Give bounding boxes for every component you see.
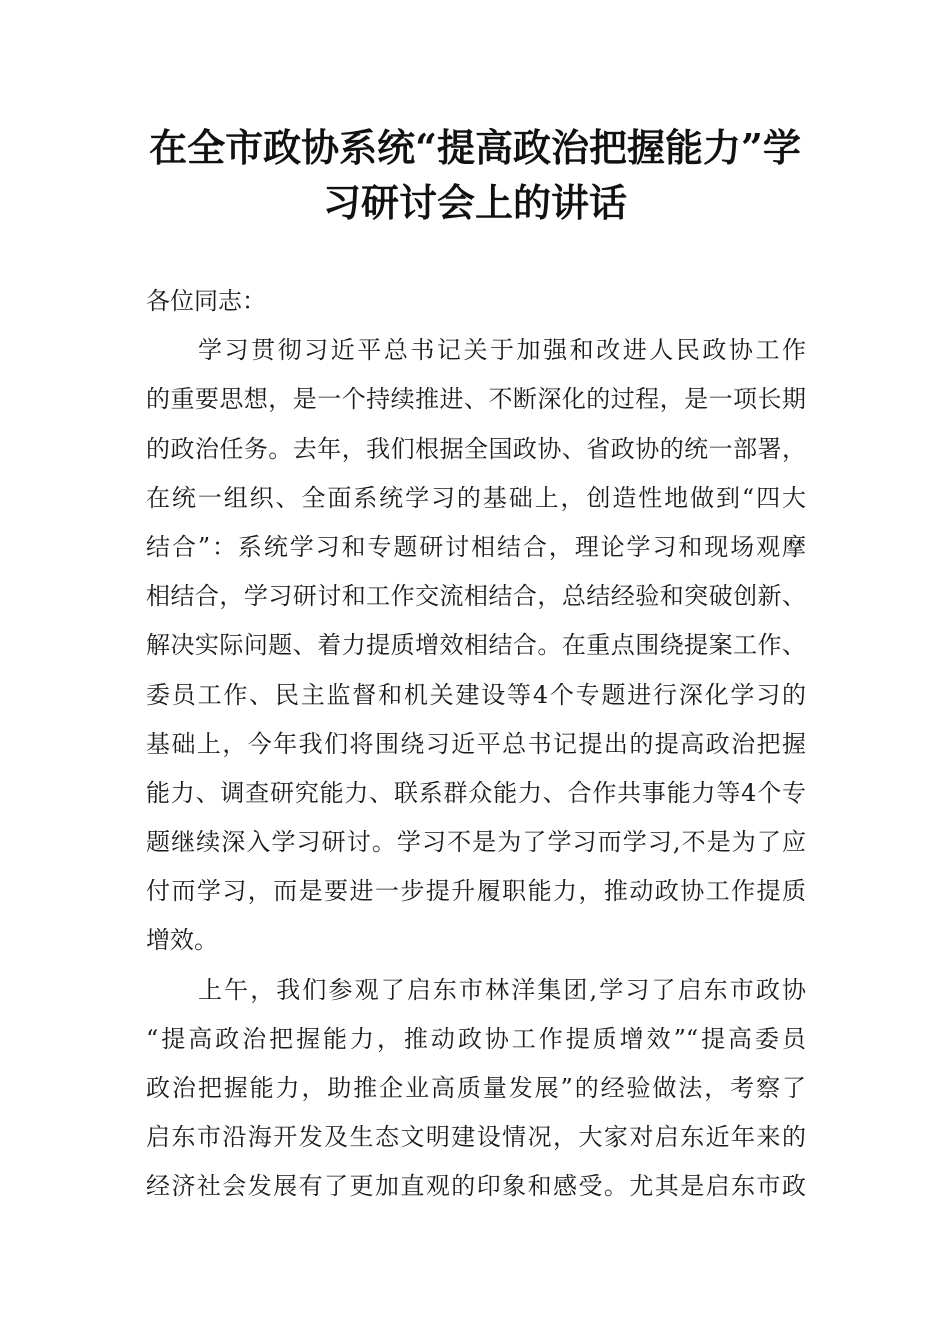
paragraph-line: 政治把握能力，助推企业高质量发展”的经验做法，考察了 bbox=[146, 1074, 806, 1102]
paragraph-line: 的重要思想，是一个持续推进、不断深化的过程，是一项长期 bbox=[146, 385, 806, 414]
paragraph-line: 在统一组织、全面系统学习的基础上，创造性地做到“四大 bbox=[146, 483, 806, 512]
paragraph-line: “提高政治把握能力，推动政协工作提质增效”“提高委员 bbox=[146, 1024, 806, 1053]
document-body bbox=[146, 277, 806, 1212]
paragraph-line: 委员工作、民主监督和机关建设等4个专题进行深化学习的 bbox=[146, 680, 806, 709]
paragraph-line: 启东市沿海开发及生态文明建设情况，大家对启东近年来的 bbox=[146, 1123, 806, 1152]
title-line-1: 在全市政协系统“提高政治把握能力”学 bbox=[149, 125, 801, 170]
paragraph-line: 相结合，学习研讨和工作交流相结合，总结经验和突破创新、 bbox=[146, 582, 806, 611]
paragraph-line: 学习贯彻习近平总书记关于加强和改进人民政协工作 bbox=[198, 336, 806, 365]
paragraph-2 bbox=[146, 966, 806, 1212]
paragraph-line: 经济社会发展有了更加直观的印象和感受。尤其是启东市政 bbox=[146, 1172, 806, 1201]
paragraph-line: 能力、调查研究能力、联系群众能力、合作共事能力等4个专 bbox=[146, 778, 806, 807]
paragraph-line: 结合”：系统学习和专题研讨相结合，理论学习和现场观摩 bbox=[146, 532, 806, 561]
paragraph-line: 解决实际问题、着力提质增效相结合。在重点围绕提案工作、 bbox=[146, 631, 806, 660]
paragraph-line: 基础上，今年我们将围绕习近平总书记提出的提高政治把握 bbox=[146, 729, 806, 758]
paragraph-line: 题继续深入学习研讨。学习不是为了学习而学习,不是为了应 bbox=[146, 828, 806, 857]
paragraph-line: 付而学习，而是要进一步提升履职能力，推动政协工作提质 bbox=[146, 877, 806, 906]
paragraph-line: 增效。 bbox=[146, 926, 218, 955]
paragraph-1 bbox=[146, 326, 806, 965]
paragraph-line: 上午，我们参观了启东市林洋集团,学习了启东市政协 bbox=[198, 975, 806, 1004]
paragraph-line: 的政治任务。去年，我们根据全国政协、省政协的统一部署， bbox=[146, 434, 806, 463]
salutation: 各位同志： bbox=[146, 287, 266, 315]
title-line-2: 习研讨会上的讲话 bbox=[322, 180, 627, 225]
document-title bbox=[120, 120, 830, 230]
